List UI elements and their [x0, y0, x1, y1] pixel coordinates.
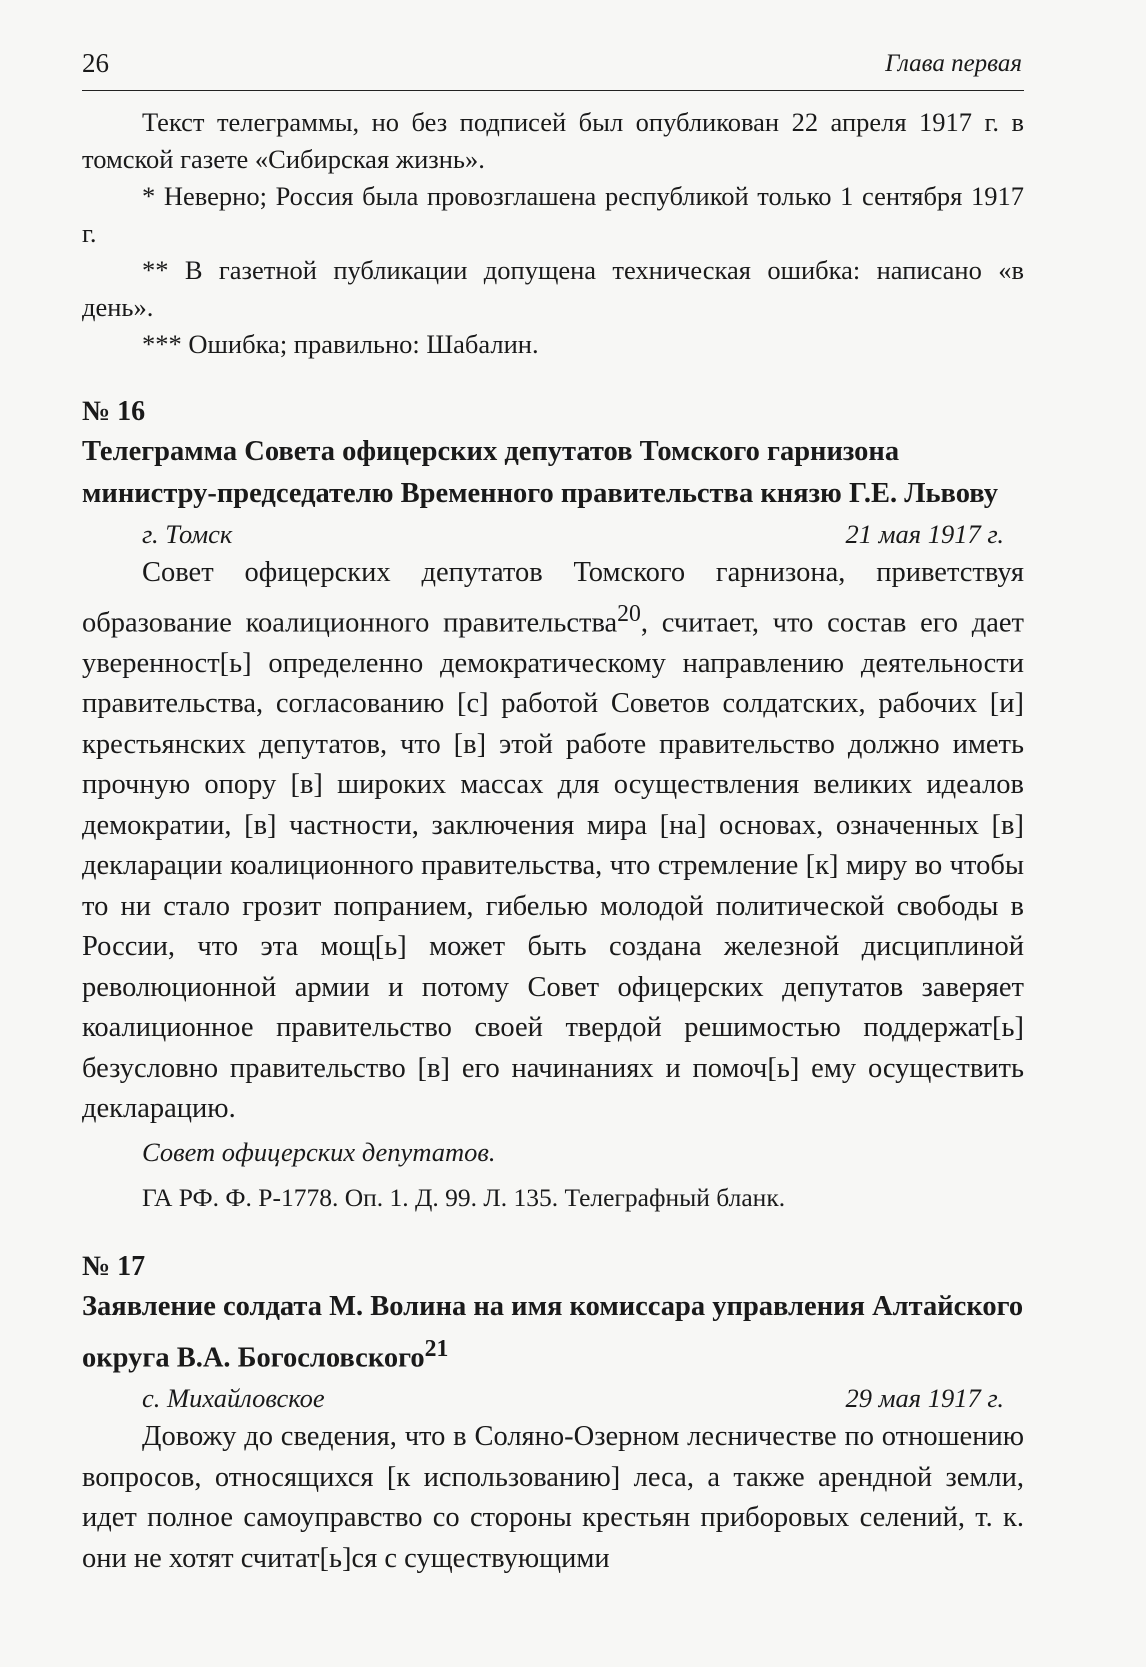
note-paragraph: Текст телеграммы, но без подписей был опубликован 22 апреля 1917 г. в томской газете «Сибирская жизнь».: [82, 107, 1024, 174]
archive-reference: ГА РФ. Ф. Р-1778. Оп. 1. Д. 99. Л. 135. Телеграфный бланк.: [142, 1182, 786, 1212]
document-title: [82, 1286, 1024, 1380]
place-date-line: [82, 1379, 1024, 1417]
document-number: № 17: [82, 1250, 146, 1282]
document-date: 21 мая 1917 г.: [845, 519, 1004, 549]
document-signature: Совет офицерских депутатов.: [142, 1136, 496, 1167]
footnote-ref: 21: [424, 1335, 449, 1362]
note-paragraph: * Неверно; Россия была провозглашена республикой только 1 сентября 1917 г.: [82, 181, 1024, 248]
document-date: 29 мая 1917 г.: [845, 1383, 1004, 1413]
document-number: № 16: [82, 396, 146, 427]
document-place: с. Михайловское: [142, 1383, 325, 1413]
page-number: 26: [82, 48, 109, 78]
page-content: [82, 104, 1024, 1579]
body-text-part: Совет офицерских депутатов Томского гарнизона, приветствуя образование коалиционного правительства: [82, 557, 1024, 638]
document-body: Довожу до сведения, что в Соляно-Озерном лесничестве по отношению вопросов, относящихся [к использованию] леса, а также арендной земли, идет полное самоуправство со стороны крестьян приборовых селений, т. к. они не хотят считат[ь]ся с существующими: [82, 1421, 1024, 1574]
document-body: [82, 553, 1024, 1130]
running-title: Глава первая: [885, 50, 1022, 77]
document-title: Телеграмма Совета офицерских депутатов Томского гарнизона министру-председателю Временного правительства князю Г.Е. Львову: [82, 436, 998, 509]
page-header: [82, 44, 1024, 91]
footnote-ref: 20: [617, 600, 641, 627]
body-text-part: , считает, что состав его дает уверенност[ь] определенно демократическому направлению деятельности правительства, согласованию [с] работой Советов солдатских, рабочих [и] крестьянских депутатов, что [в] этой работе правительство должно иметь прочную опору [в] широких массах для осуществления великих идеалов демократии, [в] частности, заключения мира [на] основах, означенных [в] декларации коалиционного правительства, что стремление [к] миру во чтобы то ни стало грозит попранием, гибелью молодой политической свободы в России, что эта мощ[ь] может быть создана железной дисциплиной революционной армии и потому Совет офицерских депутатов заверяет коалиционное правительство своей твердой решимостью поддержат[ь] безусловно правительство [в] его начинаниях и помоч[ь] ему осуществить декларацию.: [82, 607, 1024, 1124]
note-paragraph: ** В газетной публикации допущена техническая ошибка: написано «в день».: [82, 255, 1024, 322]
document-title-text: Заявление солдата М. Волина на имя комиссара управления Алтайского округа В.А. Богословского: [82, 1290, 1024, 1373]
place-date-line: [82, 515, 1024, 553]
note-paragraph: *** Ошибка; правильно: Шабалин.: [142, 329, 539, 359]
document-place: г. Томск: [142, 519, 233, 549]
